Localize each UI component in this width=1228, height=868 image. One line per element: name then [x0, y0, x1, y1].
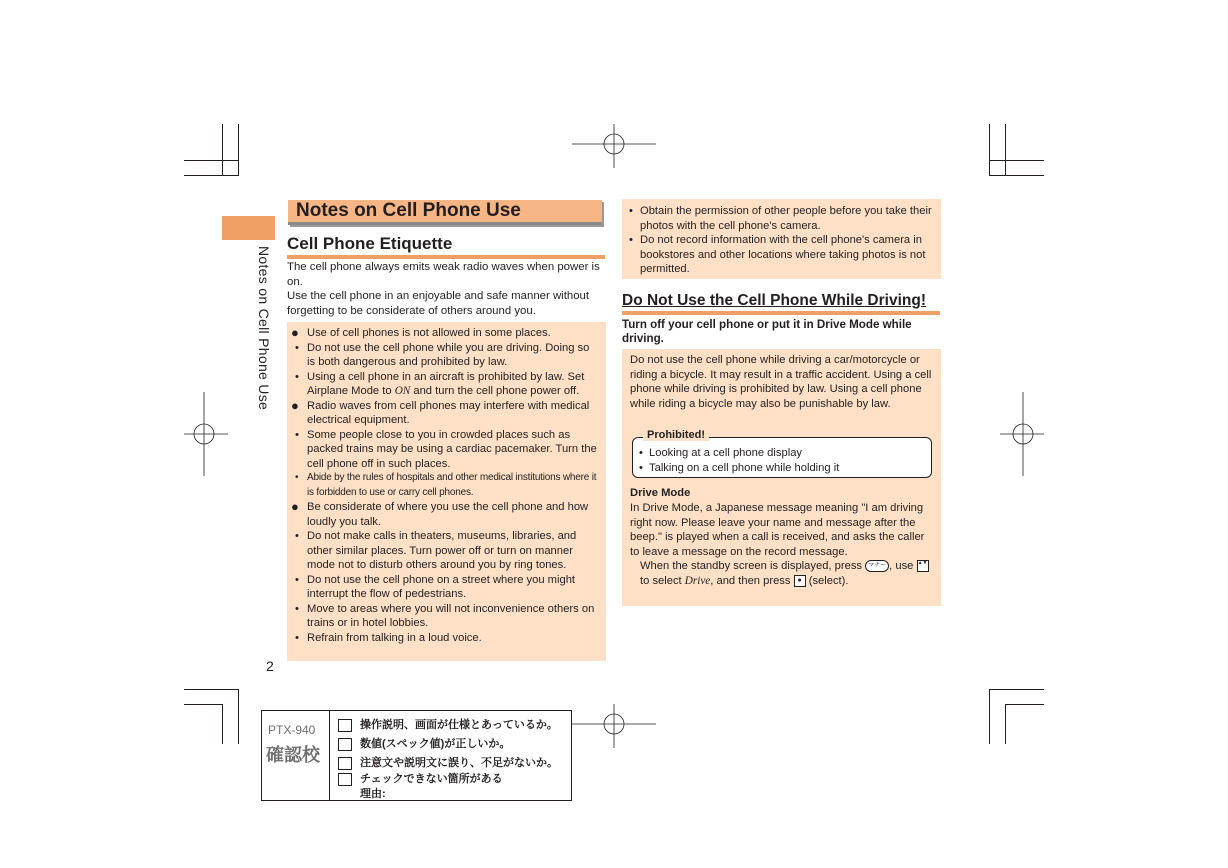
proof-label: 確認校: [266, 745, 320, 765]
page-title-text: Notes on Cell Phone Use: [296, 200, 521, 221]
instruction-text: , and then press: [710, 574, 794, 587]
list-item: • Do not make calls in theaters, museums, libraries, and other similar places. Turn power off or turn on manner mode not to disturb others around you by ring tones.: [289, 529, 600, 573]
crop-mark: [1005, 704, 1006, 744]
instruction-text: When the standby screen is displayed, press: [640, 560, 866, 572]
registration-mark-top: [572, 124, 656, 168]
registration-mark-right: [1000, 392, 1044, 476]
crop-mark: [989, 124, 990, 176]
camera-box: [622, 199, 941, 279]
checkbox[interactable]: [338, 738, 352, 751]
prohibited-list: [633, 438, 931, 475]
chapter-tab: [222, 216, 275, 240]
checklist-text: 数値(スペック値)が正しいか。: [360, 738, 511, 750]
crop-mark: [989, 160, 1044, 161]
list-item: • Refrain from talking in a loud voice.: [289, 631, 600, 646]
crop-mark: [238, 689, 239, 744]
crop-mark: [989, 689, 990, 744]
camera-list: [622, 199, 941, 277]
nav-key-icon: ▲▼: [917, 560, 929, 572]
prohibited-box: [632, 429, 932, 478]
instruction-text: , use: [889, 560, 917, 572]
driving-box: [622, 349, 941, 606]
list-item-text: and turn the cell phone power off.: [410, 385, 580, 397]
crop-mark: [989, 689, 1044, 690]
checkbox[interactable]: [338, 773, 352, 786]
list-heading: ● Radio waves from cell phones may interfere with medical electrical equipment.: [289, 399, 600, 428]
manner-key-icon: マナー: [865, 560, 889, 572]
page-title: [288, 200, 602, 225]
crop-mark: [1005, 704, 1044, 705]
chapter-side-label: Notes on Cell Phone Use: [256, 246, 272, 411]
list-item: • Looking at a cell phone display: [639, 446, 925, 461]
list-item: • Talking on a cell phone while holding it: [639, 461, 925, 476]
crop-mark: [184, 175, 239, 176]
checkbox[interactable]: [338, 757, 352, 770]
prohibited-title: Prohibited!: [643, 429, 709, 441]
checklist-text: 注意文や説明文に誤り、不足がないか。: [360, 757, 558, 769]
etiquette-list: [287, 322, 606, 645]
list-item: • Do not use the cell phone on a street where you might interrupt the flow of pedestrians.: [289, 573, 600, 602]
checklist-text: チェックできない箇所がある: [360, 773, 503, 785]
drive-mode-instruction: [630, 559, 935, 588]
center-key-icon: ●: [794, 575, 806, 587]
stamp-header: [262, 711, 330, 800]
instruction-text: (select).: [805, 574, 849, 587]
crop-mark: [989, 175, 1044, 176]
airplane-mode-on: ON: [394, 385, 411, 397]
drive-option: Drive: [684, 574, 711, 587]
checklist-item: [338, 770, 503, 786]
list-heading: ● Use of cell phones is not allowed in some places.: [289, 326, 600, 341]
crop-mark: [222, 124, 223, 176]
intro-paragraph: Use the cell phone in an enjoyable and safe manner without forgetting to be considerate of others around you.: [287, 290, 590, 317]
crop-mark: [184, 689, 239, 690]
list-item: • Move to areas where you will not inconvenience others on trains or in hotel lobbies.: [289, 602, 600, 631]
checklist-item: [338, 754, 558, 770]
page-number: 2: [266, 658, 274, 674]
reason-label: 理由:: [360, 788, 386, 800]
crop-mark: [184, 704, 223, 705]
list-item-text: Using a cell phone in an aircraft is prohibited by law. Set Airplane Mode to: [307, 370, 585, 397]
list-item: [289, 370, 600, 399]
registration-mark-bottom: [572, 704, 656, 748]
checklist-item: [338, 716, 558, 732]
drive-mode-description: In Drive Mode, a Japanese message meaning "I am driving right now. Please leave your name and message after the beep." is played when a call is received, and asks the caller to leave a message on the record message.: [630, 502, 925, 558]
crop-mark: [222, 704, 223, 744]
checkbox[interactable]: [338, 719, 352, 732]
drive-mode-text: [630, 501, 935, 588]
crop-mark: [1005, 124, 1006, 176]
registration-mark-left: [184, 392, 228, 476]
etiquette-heading: Cell Phone Etiquette: [287, 234, 605, 259]
model-number: PTX-940: [268, 723, 316, 737]
checklist-text: 操作説明、画面が仕様とあっているか。: [360, 719, 558, 731]
intro-paragraph: The cell phone always emits weak radio waves when power is on.: [287, 261, 600, 288]
checklist-item: [338, 735, 510, 751]
list-item: • Do not use the cell phone while you are driving. Doing so is both dangerous and prohibited by law.: [289, 341, 600, 370]
list-item: • Obtain the permission of other people before you take their photos with the cell phone's camera.: [628, 204, 935, 233]
list-item: • Abide by the rules of hospitals and other medical institutions where it is forbidden to use or carry cell phones.: [289, 471, 600, 500]
driving-lead: Turn off your cell phone or put it in Drive Mode while driving.: [622, 318, 912, 345]
etiquette-intro: [287, 260, 607, 318]
etiquette-box: [287, 322, 606, 661]
list-item: • Some people close to you in crowded places such as packed trains may be using a cardiac pacemaker. Turn the cell phone off in such places.: [289, 428, 600, 472]
crop-mark: [238, 124, 239, 176]
proof-check-stamp: [261, 710, 572, 801]
driving-text: Do not use the cell phone while driving a car/motorcycle or riding a bicycle. It may result in a traffic accident. Using a cell phone while driving is prohibited by law. Using a cell phone while riding a bicycle may also be punishable by law.: [630, 354, 932, 410]
instruction-text: to select: [640, 574, 685, 587]
list-item: • Do not record information with the cell phone's camera in bookstores and other locations where taking photos is not permitted.: [628, 233, 935, 277]
driving-heading: Do Not Use the Cell Phone While Driving!: [622, 292, 940, 315]
drive-mode-title: Drive Mode: [630, 487, 691, 499]
crop-mark: [184, 160, 239, 161]
list-heading: ● Be considerate of where you use the cell phone and how loudly you talk.: [289, 500, 600, 529]
